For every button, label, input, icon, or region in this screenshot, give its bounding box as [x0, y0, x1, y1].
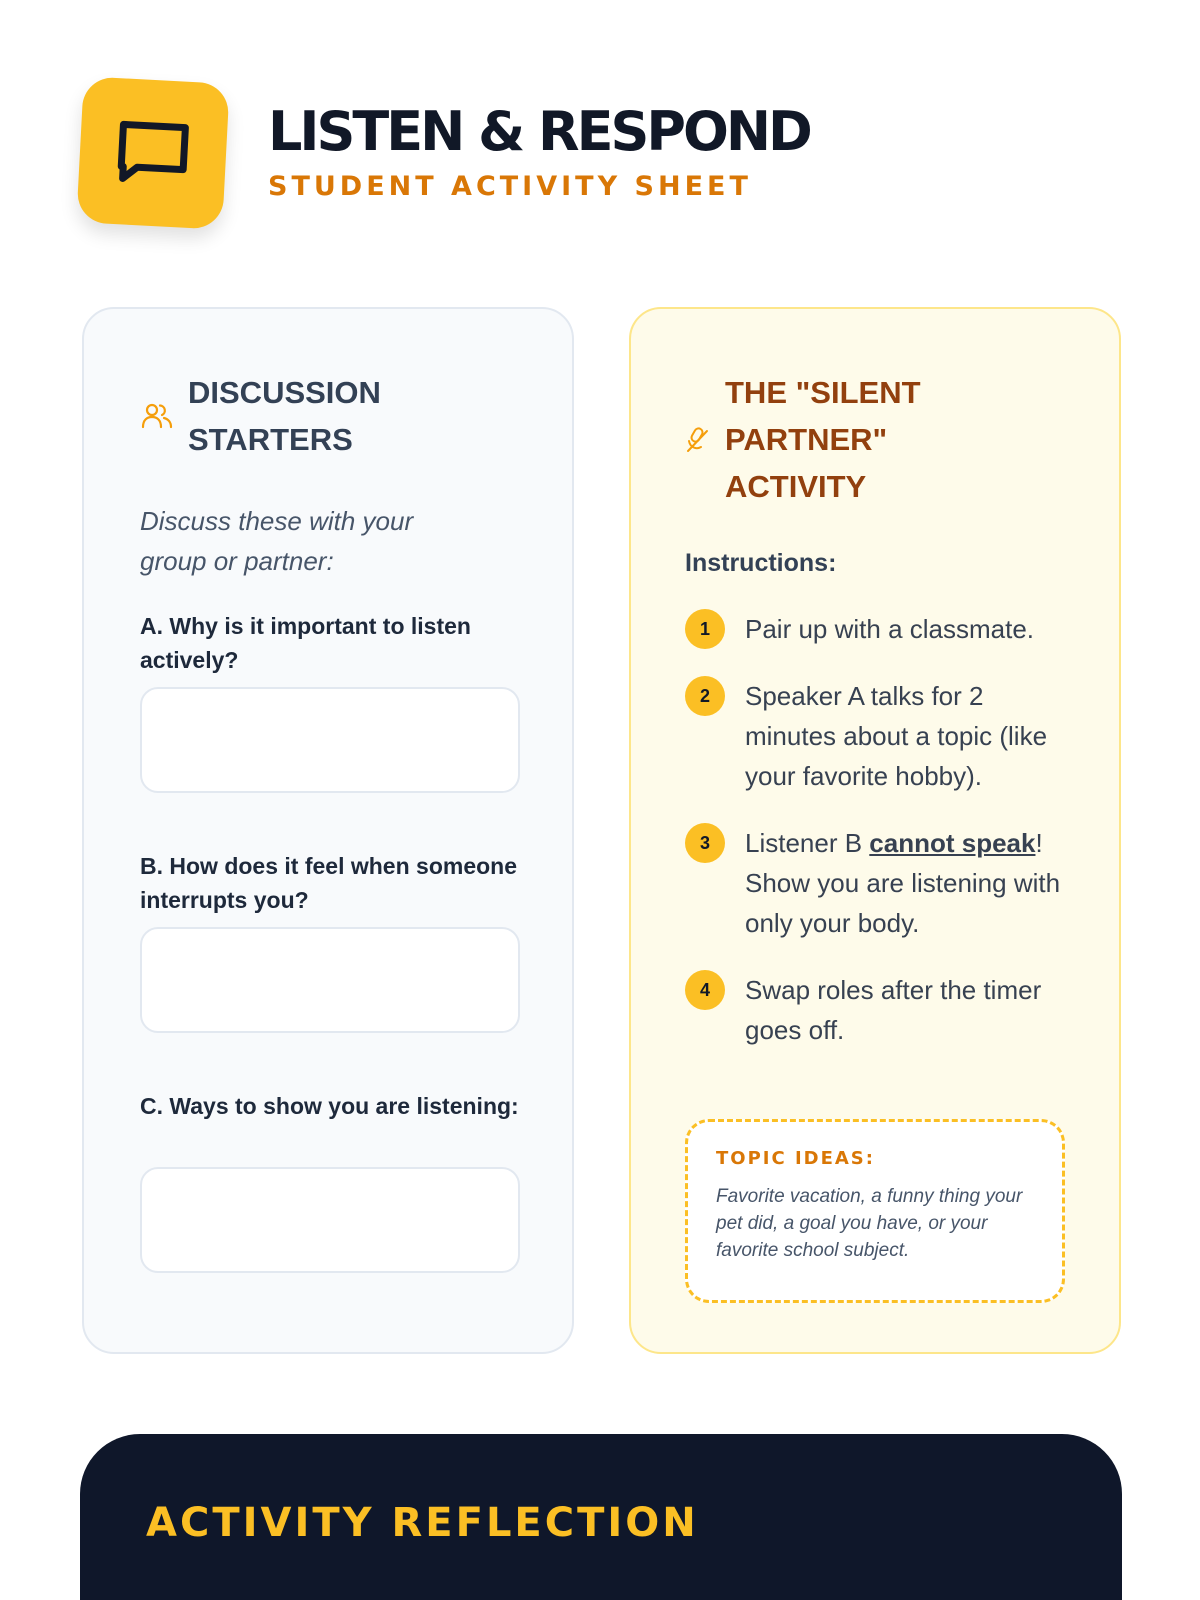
- step-number-badge: 1: [685, 609, 725, 649]
- logo-tile: [76, 76, 229, 229]
- silent-partner-heading: THE "SILENT PARTNER" ACTIVITY: [725, 375, 921, 504]
- step-text: Speaker A talks for 2 minutes about a topic (like your favorite hobby).: [745, 681, 1048, 791]
- instructions-label: Instructions:: [685, 549, 837, 577]
- step-item: [685, 609, 1075, 649]
- topic-ideas-box: [685, 1119, 1065, 1303]
- reflection-title: ACTIVITY REFLECTION: [146, 1500, 699, 1546]
- silent-partner-header: [685, 369, 975, 510]
- discussion-intro: Discuss these with your group or partner:: [140, 506, 414, 576]
- instruction-steps: [685, 609, 1075, 1077]
- activity-reflection-section: [80, 1434, 1122, 1600]
- page-title: LISTEN & RESPOND: [268, 100, 810, 163]
- silent-partner-card: [629, 307, 1121, 1354]
- step-item: [685, 823, 1075, 943]
- question-b-label: B. How does it feel when someone interrupts you?: [140, 853, 518, 913]
- step-item: [685, 970, 1075, 1050]
- step-number-badge: 3: [685, 823, 725, 863]
- chat-bubble-icon: [112, 116, 194, 190]
- mic-off-icon: [685, 425, 711, 455]
- step-number-badge: 4: [685, 970, 725, 1010]
- discussion-header: [140, 369, 418, 463]
- question-c-answer-box[interactable]: [140, 1167, 520, 1273]
- topic-ideas-label: TOPIC IDEAS:: [716, 1148, 875, 1169]
- users-icon: [140, 399, 174, 433]
- discussion-starters-card: [82, 307, 574, 1354]
- step-text-after: ! Show you are listening with only your body.: [745, 828, 1061, 938]
- question-c-label: C. Ways to show you are listening:: [140, 1093, 519, 1119]
- topic-ideas-text: Favorite vacation, a funny thing your pet did, a goal you have, or your favorite school subject.: [716, 1186, 1023, 1261]
- question-a-answer-box[interactable]: [140, 687, 520, 793]
- step-text: Pair up with a classmate.: [745, 614, 1035, 644]
- discussion-heading: DISCUSSION STARTERS: [188, 375, 381, 457]
- page-subtitle: STUDENT ACTIVITY SHEET: [268, 171, 752, 202]
- question-a-label: A. Why is it important to listen actively?: [140, 613, 471, 673]
- step-text-before: Listener B: [745, 828, 870, 858]
- step-text: [745, 823, 1075, 943]
- question-b-answer-box[interactable]: [140, 927, 520, 1033]
- step-emphasis: cannot speak: [869, 828, 1036, 858]
- step-text: Swap roles after the timer goes off.: [745, 975, 1042, 1045]
- step-item: [685, 676, 1075, 796]
- step-number-badge: 2: [685, 676, 725, 716]
